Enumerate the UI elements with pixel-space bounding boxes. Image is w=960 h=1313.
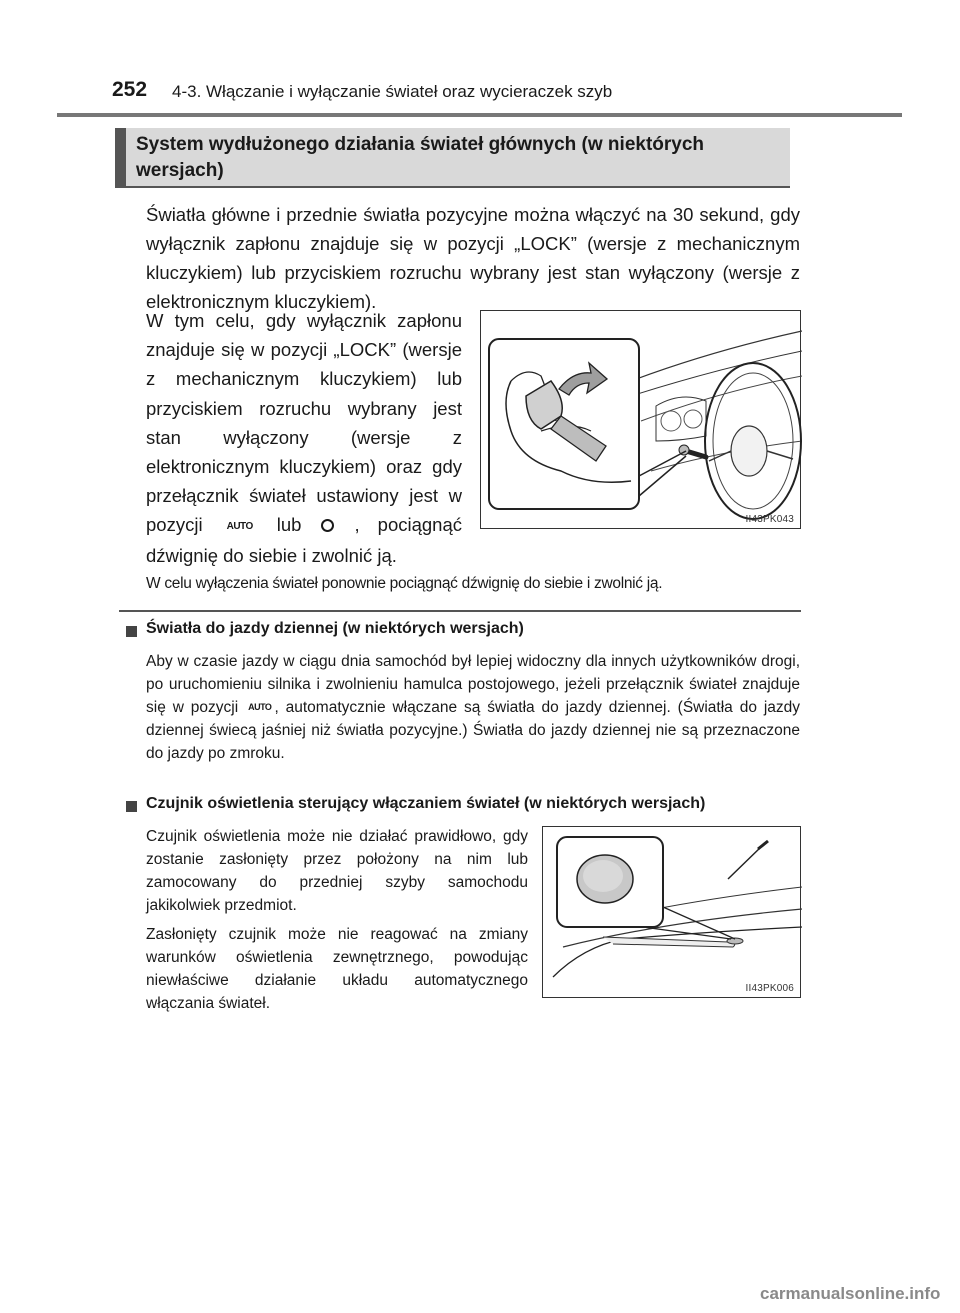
drl-text-1: Aby w czasie jazdy w ciągu dnia samochód był lepiej widoczny dla innych użytkowników drogi, po uruchomieniu silnika i zwolnieniu hamulca postojowego, jeżeli przełącznik świateł znajduje się w pozycji [146,653,800,716]
header-rule [57,113,902,117]
intro-paragraph: Światła główne i przednie światła pozycyjne można włączyć na 30 sekund, gdy wyłącznik zapłonu znajduje się w pozycji „LOCK” (wersje z mechanicznym kluczykiem) lub przyciskiem rozruchu wybrany jest stan wyłączony (wersje z elektronicznym kluczykiem). [146,204,800,312]
lever-illustration-icon [481,311,802,530]
auto-symbol-icon: AUTO [248,702,272,713]
bullet-square-icon [126,626,137,637]
figure-code: II43PK006 [745,983,794,994]
instruction-paragraph [146,306,462,570]
instruction-text-1: W tym celu, gdy wyłącznik zapłonu znajduje się w pozycji „LOCK” (wersje z mechanicznym kluczykiem) lub przyciskiem rozruchu wybrany jest stan wyłączony (wersje z elektronicznym kluczykiem) oraz gdy przełącznik świateł ustawiony jest w pozycji [146,310,462,536]
figure-headlight-lever [480,310,801,529]
sensor-illustration-icon [543,827,802,999]
bullet-square-icon [126,801,137,812]
page-number: 252 [112,78,148,101]
instruction-or: lub [276,514,302,536]
drl-paragraph [146,650,800,765]
figure-code: II43PK043 [745,514,794,525]
ring-symbol-icon [321,519,334,532]
sensor-paragraph-1: Czujnik oświetlenia może nie działać prawidłowo, gdy zostanie zasłonięty przez położony na nim lub zamocowany do przedniej szyby samochodu jakikolwiek przedmiot. [146,828,528,914]
sensor-heading: Czujnik oświetlenia sterujący włączaniem świateł (w niektórych wersjach) [146,795,706,812]
off-note: W celu wyłączenia świateł ponownie pociągnąć dźwignię do siebie i zwolnić ją. [146,575,663,592]
auto-symbol-icon: AUTO [226,520,253,532]
watermark: carmanualsonline.info [760,1284,941,1303]
drl-heading: Światła do jazdy dziennej (w niektórych wersjach) [146,620,524,637]
drl-text-2: , automatycznie włączane są światła do jazdy dziennej. (Światła do jazdy dziennej świecą jaśniej niż światła pozycyjne.) Światła do jazdy dziennej nie są przeznaczone do jazdy po zmroku. [146,699,801,763]
instruction-text-2: , pociągnąć dźwignię do siebie i zwolnić ją. [146,514,462,567]
figure-light-sensor [542,826,801,998]
section-title: System wydłużonego działania świateł głównych (w niektórych wersjach) [136,134,705,181]
sensor-paragraph-2: Zasłonięty czujnik może nie reagować na zmiany warunków oświetlenia zewnętrznego, powodując niewłaściwe działanie układu automatycznego włączania świateł. [146,926,528,1012]
section-title-box [115,128,790,188]
section-divider [119,610,801,612]
running-head: 4-3. Włączanie i wyłączanie świateł oraz wycieraczek szyb [172,82,613,101]
